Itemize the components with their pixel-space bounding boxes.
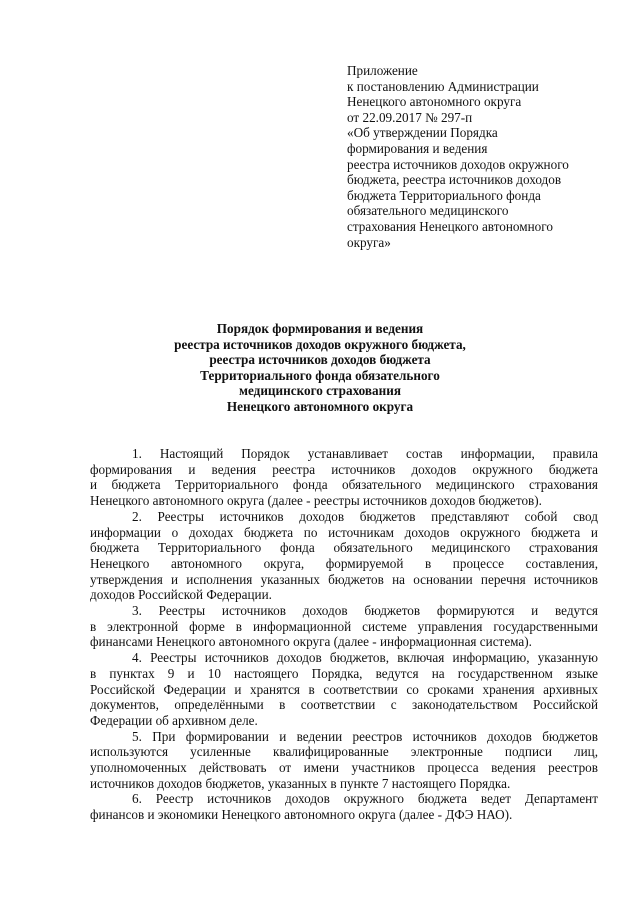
appendix-line: Приложение bbox=[347, 63, 418, 78]
paragraph-line: 2. Реестры источников доходов бюджетов представляют собой свод bbox=[132, 508, 598, 524]
paragraph-4 bbox=[90, 650, 598, 729]
paragraph-5 bbox=[90, 729, 598, 792]
appendix-line: страхования Ненецкого автономного bbox=[347, 218, 553, 234]
appendix-line: от 22.09.2017 № 297-п bbox=[347, 109, 473, 125]
paragraph-line: Федерации об архивном деле. bbox=[90, 712, 258, 728]
paragraph-line: финансов и экономики Ненецкого автономного округа (далее - ДФЭ НАО). bbox=[90, 807, 513, 823]
paragraph-line: доходов Российской Федерации. bbox=[90, 587, 272, 603]
paragraph-line: информации о доходах бюджета по источникам доходов окружного бюджета и bbox=[90, 524, 598, 540]
title-line: Территориального фонда обязательного bbox=[200, 367, 440, 383]
appendix-line: обязательного медицинского bbox=[347, 203, 509, 219]
paragraph-line: источников доходов бюджетов, указанных в пункте 7 настоящего Порядка. bbox=[90, 775, 511, 791]
paragraph-3 bbox=[90, 603, 598, 650]
title-line: реестра источников доходов бюджета bbox=[209, 352, 431, 367]
appendix-line: бюджета, реестра источников доходов bbox=[347, 172, 562, 188]
paragraph-2 bbox=[90, 509, 598, 603]
appendix-line: «Об утверждении Порядка bbox=[347, 125, 498, 141]
paragraph-line: уполномоченных действовать от имени участников процесса ведения реестров bbox=[90, 760, 598, 776]
paragraph-line: 6. Реестр источников доходов окружного бюджета ведет Департамент bbox=[132, 791, 598, 807]
document-title bbox=[0, 321, 640, 414]
paragraph-line: в пунктах 9 и 10 настоящего Порядка, ведутся на государственном языке bbox=[90, 665, 598, 681]
paragraph-line: 1. Настоящий Порядок устанавливает состав информации, правила bbox=[132, 446, 598, 461]
paragraph-line: и бюджета Территориального фонда обязательного медицинского страхования bbox=[90, 477, 598, 493]
document-body bbox=[90, 446, 598, 823]
paragraph-line: финансами Ненецкого автономного округа (далее - информационная система). bbox=[90, 634, 532, 650]
paragraph-1 bbox=[90, 446, 598, 509]
appendix-line: бюджета Территориального фонда bbox=[347, 187, 541, 203]
title-line: реестра источников доходов окружного бюджета, bbox=[174, 336, 466, 352]
paragraph-line: утверждения и исполнения указанных бюджетов на основании перечня источников bbox=[90, 571, 598, 587]
paragraph-6 bbox=[90, 791, 598, 822]
paragraph-line: 3. Реестры источников доходов бюджетов формируются и ведутся bbox=[132, 603, 598, 619]
appendix-line: округа» bbox=[347, 234, 391, 250]
title-line: медицинского страхования bbox=[239, 383, 401, 398]
title-line: Порядок формирования и ведения bbox=[216, 321, 424, 336]
paragraph-line: Российской Федерации и хранятся в соответствии со сроками хранения архивных bbox=[90, 681, 598, 697]
paragraph-line: формирования и ведения реестра источников доходов окружного бюджета bbox=[90, 461, 598, 477]
appendix-line: к постановлению Администрации bbox=[347, 78, 539, 94]
appendix-line: реестра источников доходов окружного bbox=[347, 156, 569, 172]
appendix-line: формирования и ведения bbox=[347, 140, 488, 156]
paragraph-line: бюджета Территориального фонда обязательного медицинского страхования bbox=[90, 540, 598, 556]
appendix-line: Ненецкого автономного округа bbox=[347, 94, 522, 110]
appendix-block bbox=[347, 63, 617, 250]
paragraph-line: документов, определёнными в соответствии с законодательством Российской bbox=[90, 697, 598, 713]
paragraph-line: 4. Реестры источников доходов бюджетов, включая информацию, указанную bbox=[132, 650, 598, 666]
paragraph-line: используются усиленные квалифицированные электронные подписи лиц, bbox=[90, 744, 598, 760]
paragraph-line: Ненецкого автономного округа (далее - реестры источников доходов бюджетов). bbox=[90, 493, 542, 509]
paragraph-line: в электронной форме в информационной системе управления государственными bbox=[90, 618, 598, 634]
paragraph-line: Ненецкого автономного округа, формируемой в процессе составления, bbox=[90, 555, 598, 571]
paragraph-line: 5. При формировании и ведении реестров источников доходов бюджетов bbox=[132, 728, 598, 744]
title-line: Ненецкого автономного округа bbox=[226, 398, 414, 414]
